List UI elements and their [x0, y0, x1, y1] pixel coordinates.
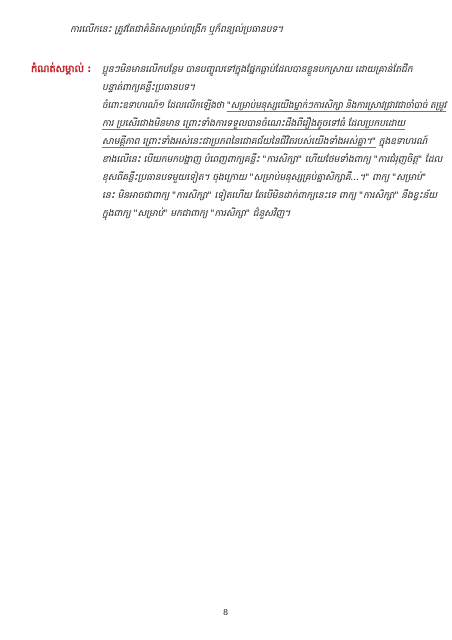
note-label: កំណត់សម្គាល់ :: [31, 64, 92, 75]
example-intro: ចំពោះឧទាហរណ៍១ ដែលលើកឡើងថា: [102, 100, 225, 111]
example-line-1: [102, 100, 446, 112]
body-line-1: ខាងលើនេះ បើយកមកបង្ហាញ បំពេញពាក្យគន្លឹះ "ការសិក្សា" ហើយថែមទាំងពាក្យ "ការជំរុញចិត្ត" ដែល: [102, 154, 443, 165]
underlined-quote-3: សាមគ្គីភាព ព្រោះទាំងអស់នេះជាប្រភពនៃជោគជ័យនៃជីវិតរបស់យើងទាំងអស់គ្នា។": [102, 136, 376, 147]
page-number: 8: [223, 608, 229, 617]
continuation-tail: ក្នុងឧទាហរណ៍: [378, 136, 428, 147]
note-line-1: ប្អូនៗមិនមានលើកបន្ថែម បានបញ្ចូលទៅក្នុងផ្នែកធ្លាប់ដែលបានខ្លួនបកស្រាយ ដោយគ្រាន់តែជីក: [102, 64, 413, 75]
intro-line: ការលើកនេះ ត្រូវតែជាគំនិតសម្រាប់ពង្រីក ឬក៏ពន្យល់ប្រធានបទ។: [70, 24, 284, 35]
underlined-quote-2: ការ ប្រសើរជាងមិនមាន ព្រោះទាំងការទទួលបានចំណេះដឹងពីរឿងតូចទៅធំ ដែលប្រកបដោយ: [102, 118, 406, 129]
body-line-3: នេះ មិនអាចជាពាក្យ "ការសិក្សា" ទៀតហើយ តែបើមិនដាក់ពាក្យនេះទេ ពាក្យ "ការសិក្សា" នឹងខ្វះន័យ: [102, 190, 437, 201]
example-line-3: [102, 136, 427, 148]
note-line-2: បន្ទាត់ពាក្យគន្លឹះប្រធានបទ។: [102, 82, 195, 93]
example-line-2: [102, 118, 405, 130]
underlined-quote-1: "សម្រាប់មនុស្សយើងម្នាក់ៗការសិក្សា និងការស្រាវជ្រាវជាចាំបាច់ តម្រូវ: [226, 100, 447, 111]
body-line-2: ខុសពីគន្លឹះប្រធានបទមួយទៀត។ ចុងក្រោយ "សម្រាប់មនុស្សគ្រប់គ្នាសិក្សាគឺ...។" ពាក្យ "សម្រាប់": [102, 172, 426, 183]
body-line-4: ក្នុងពាក្យ "សម្រាប់" មកជាពាក្យ "ការសិក្សា" ជំនួសវិញ។: [102, 208, 291, 219]
